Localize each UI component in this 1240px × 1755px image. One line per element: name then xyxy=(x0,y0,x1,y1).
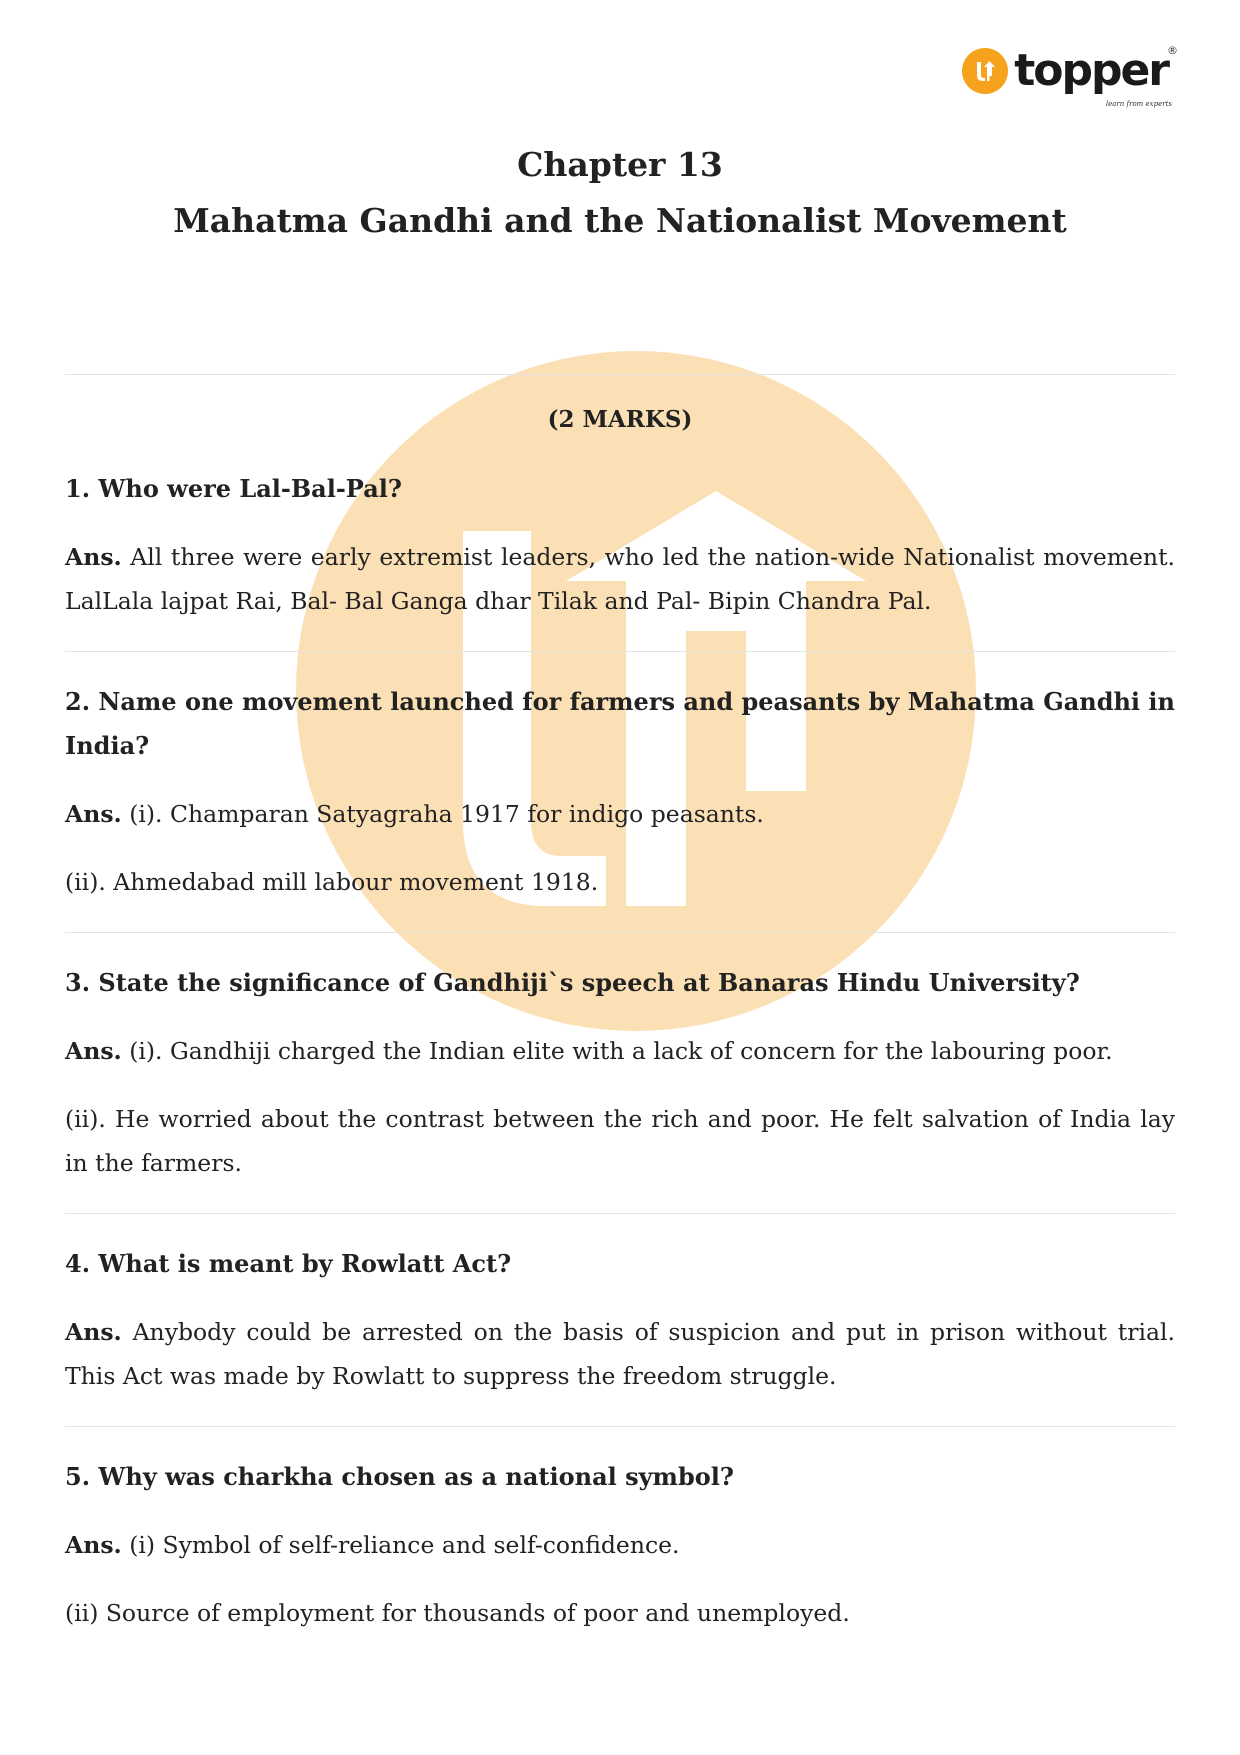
answer-label: Ans. xyxy=(65,1531,122,1559)
answer-body: (i). Champaran Satyagraha 1917 for indigo peasants. xyxy=(121,800,764,828)
answer-label: Ans. xyxy=(65,800,122,828)
answer-body: (i) Symbol of self-reliance and self-confidence. xyxy=(121,1531,680,1559)
section-marks-label: (2 MARKS) xyxy=(547,406,693,433)
divider xyxy=(65,1213,1175,1214)
topper-logo[interactable] xyxy=(962,44,1178,108)
divider xyxy=(65,932,1175,933)
question-text: 1. Who were Lal-Bal-Pal? xyxy=(65,474,402,503)
qa-item-2 xyxy=(65,680,1175,932)
answer-text xyxy=(65,792,1175,836)
question-text: 4. What is meant by Rowlatt Act? xyxy=(65,1249,512,1278)
logo-brand-text: topper xyxy=(1014,45,1168,96)
answer-continuation: (ii). He worried about the contrast between the rich and poor. He felt salvation of India lay in the farmers. xyxy=(65,1105,1175,1177)
qa-item-1 xyxy=(65,467,1175,651)
qa-item-4 xyxy=(65,1242,1175,1426)
answer-body: All three were early extremist leaders, who led the nation-wide Nationalist movement. LalLala lajpat Rai, Bal- Bal Ganga dhar Tilak and Pal- Bipin Chandra Pal. xyxy=(65,543,1175,615)
answer-continuation: (ii) Source of employment for thousands of poor and unemployed. xyxy=(65,1599,850,1627)
document-content xyxy=(65,140,1175,1663)
divider xyxy=(65,374,1175,375)
divider xyxy=(65,651,1175,652)
qa-item-5 xyxy=(65,1455,1175,1663)
answer-text xyxy=(65,535,1175,623)
answer-text xyxy=(65,1029,1175,1073)
page-title: Mahatma Gandhi and the Nationalist Movement xyxy=(173,201,1067,240)
chapter-heading: Chapter 13 xyxy=(517,145,723,184)
question-text: 2. Name one movement launched for farmers and peasants by Mahatma Gandhi in India? xyxy=(65,687,1175,760)
answer-text xyxy=(65,1523,1175,1567)
answer-label: Ans. xyxy=(65,543,122,571)
answer-body: (i). Gandhiji charged the Indian elite with a lack of concern for the labouring poor. xyxy=(121,1037,1113,1065)
answer-label: Ans. xyxy=(65,1318,122,1346)
question-text: 5. Why was charkha chosen as a national symbol? xyxy=(65,1462,734,1491)
answer-text xyxy=(65,1310,1175,1398)
answer-body: Anybody could be arrested on the basis of suspicion and put in prison without trial. This Act was made by Rowlatt to suppress the freedom struggle. xyxy=(65,1318,1175,1390)
qa-item-3 xyxy=(65,961,1175,1213)
logo-tagline: learn from experts xyxy=(1105,100,1172,108)
question-text: 3. State the significance of Gandhiji`s speech at Banaras Hindu University? xyxy=(65,968,1080,997)
registered-mark: ® xyxy=(1167,44,1178,57)
answer-label: Ans. xyxy=(65,1037,122,1065)
divider xyxy=(65,1426,1175,1427)
answer-continuation: (ii). Ahmedabad mill labour movement 1918. xyxy=(65,868,599,896)
topper-logo-icon xyxy=(962,48,1008,94)
